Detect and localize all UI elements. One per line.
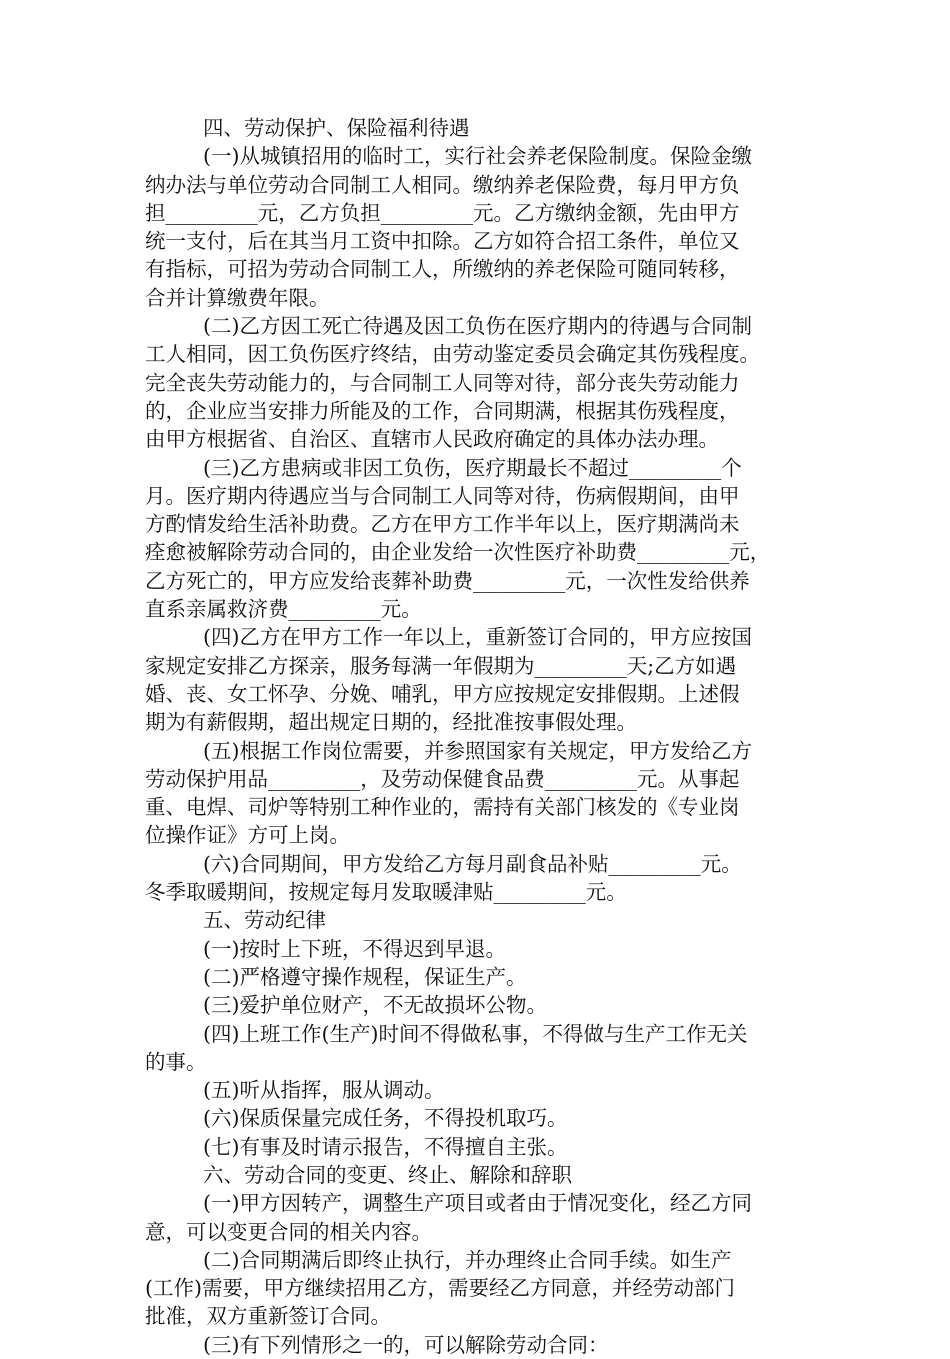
text-line: (一)从城镇招用的临时工，实行社会养老保险制度。保险金缴 bbox=[203, 144, 752, 169]
text-line: (六)合同期间，甲方发给乙方每月副食品补贴_________元。 bbox=[203, 851, 742, 876]
text-line: 意，可以变更合同的相关内容。 bbox=[145, 1219, 432, 1244]
text-line: 直系亲属救济费_________元。 bbox=[145, 597, 422, 622]
text-line: (四)乙方在甲方工作一年以上，重新签订合同的，甲方应按国 bbox=[203, 625, 752, 650]
text-line: (五)听从指挥，服从调动。 bbox=[203, 1078, 445, 1103]
text-line: 统一支付，后在其当月工资中扣除。乙方如符合招工条件，单位又 bbox=[145, 229, 740, 254]
text-line: (二)乙方因工死亡待遇及因工负伤在医疗期内的待遇与合同制 bbox=[203, 314, 752, 339]
text-line: (五)根据工作岗位需要，并参照国家有关规定，甲方发给乙方 bbox=[203, 738, 752, 763]
text-line: 方酌情发给生活补助费。乙方在甲方工作半年以上，医疗期满尚未 bbox=[145, 512, 740, 537]
text-line: 五、劳动纪律 bbox=[203, 908, 326, 933]
text-line: (一)甲方因转产，调整生产项目或者由于情况变化，经乙方同 bbox=[203, 1191, 752, 1216]
text-line: 四、劳动保护、保险福利待遇 bbox=[203, 116, 470, 140]
text-line: (七)有事及时请示报告，不得擅自主张。 bbox=[203, 1134, 568, 1159]
text-line: 有指标，可招为劳动合同制工人，所缴纳的养老保险可随同转移， bbox=[145, 257, 740, 282]
text-line: 由甲方根据省、自治区、直辖市人民政府确定的具体办法办理。 bbox=[145, 427, 719, 452]
text-line: 六、劳动合同的变更、终止、解除和辞职 bbox=[203, 1162, 572, 1187]
text-line: (二)严格遵守操作规程，保证生产。 bbox=[203, 964, 527, 989]
text-line: 痊愈被解除劳动合同的，由企业发给一次性医疗补助费_________元， bbox=[145, 540, 771, 565]
text-line: 重、电焊、司炉等特别工种作业的，需持有关部门核发的《专业岗 bbox=[145, 795, 740, 820]
text-line: 位操作证》方可上岗。 bbox=[145, 823, 350, 848]
text-line: 纳办法与单位劳动合同制工人相同。缴纳养老保险费，每月甲方负 bbox=[145, 172, 740, 197]
text-line: (二)合同期满后即终止执行，并办理终止合同手续。如生产 bbox=[203, 1247, 732, 1272]
text-line: (四)上班工作(生产)时间不得做私事，不得做与生产工作无关 bbox=[203, 1021, 748, 1046]
text-line: (三)爱护单位财产，不无故损坏公物。 bbox=[203, 993, 547, 1018]
text-line: (一)按时上下班，不得迟到早退。 bbox=[203, 936, 506, 961]
text-line: (三)有下列情形之一的，可以解除劳动合同： bbox=[203, 1332, 609, 1357]
text-line: 婚、丧、女工怀孕、分娩、哺乳，甲方应按规定安排假期。上述假 bbox=[145, 681, 740, 706]
text-line: (工作)需要，甲方继续招用乙方，需要经乙方同意，并经劳动部门 bbox=[145, 1276, 735, 1301]
text-line: 劳动保护用品_________，及劳动保健食品费_________元。从事起 bbox=[145, 766, 740, 791]
text-line: 期为有薪假期，超出规定日期的，经批准按事假处理。 bbox=[145, 710, 637, 735]
text-line: 的，企业应当安排力所能及的工作，合同期满，根据其伤残程度， bbox=[145, 398, 740, 423]
text-line: 工人相同，因工负伤医疗终结，由劳动鉴定委员会确定其伤残程度。 bbox=[145, 342, 760, 367]
text-line: 乙方死亡的，甲方应发给丧葬补助费_________元，一次性发给供养 bbox=[145, 568, 750, 593]
text-line: 的事。 bbox=[145, 1049, 207, 1074]
text-line: 批准，双方重新签订合同。 bbox=[145, 1304, 391, 1329]
text-line: 冬季取暖期间，按规定每月发取暖津贴_________元。 bbox=[145, 880, 627, 905]
text-line: 完全丧失劳动能力的，与合同制工人同等对待，部分丧失劳动能力 bbox=[145, 370, 740, 395]
text-line: (三)乙方患病或非因工负伤，医疗期最长不超过_________个 bbox=[203, 455, 742, 480]
text-line: 担_________元，乙方负担_________元。乙方缴纳金额，先由甲方 bbox=[145, 200, 740, 225]
text-line: 家规定安排乙方探亲，服务每满一年假期为_________天;乙方如遇 bbox=[145, 653, 737, 678]
text-line: (六)保质保量完成任务，不得投机取巧。 bbox=[203, 1106, 568, 1131]
text-line: 月。医疗期内待遇应当与合同制工人同等对待，伤病假期间，由甲 bbox=[145, 483, 740, 508]
document-page bbox=[145, 114, 815, 1359]
text-line: 合并计算缴费年限。 bbox=[145, 285, 330, 310]
